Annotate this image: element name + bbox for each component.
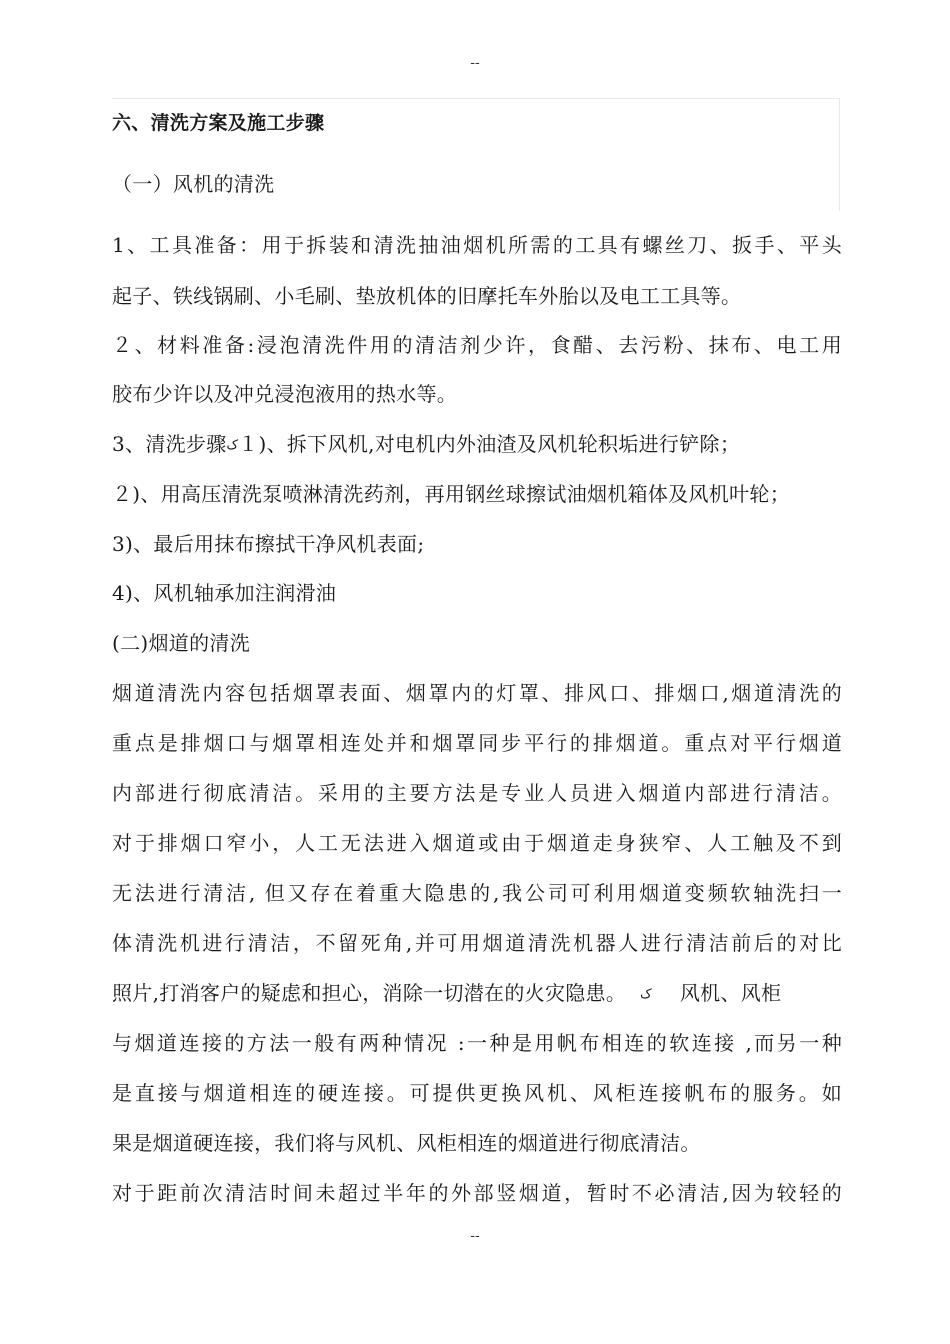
step-label: 3、清洗步骤 — [112, 432, 227, 456]
subsection-title-fan: （一）风机的清洗 — [112, 172, 275, 196]
paragraph-line: ２、材料准备:浸泡清洗件用的清洁剂少许，食醋、去污粉、抹布、电工用 — [112, 333, 842, 357]
paragraph-line: 与烟道连接的方法一般有两种情况 :一种是用帆布相连的软连接 ,而另一种 — [112, 1031, 842, 1055]
paragraph-line: 是直接与烟道相连的硬连接。可提供更换风机、风柜连接帆布的服务。如 — [112, 1081, 842, 1105]
paragraph-line: 体清洗机进行清洁，不留死角,并可用烟道清洗机器人进行清洁前后的对比 — [112, 931, 842, 955]
paragraph-line: 果是烟道硬连接，我们将与风机、风柜相连的烟道进行彻底清洁。 — [112, 1131, 701, 1155]
paragraph-line: 3)、最后用抹布擦拭干净风机表面; — [112, 532, 425, 556]
step-text: １)、拆下风机,对电机内外油渣及风机轮积垢进行铲除； — [238, 432, 741, 456]
paragraph-line: 胶布少许以及冲兑浸泡液用的热水等。 — [112, 382, 458, 406]
paragraph-line: ２)、用高压清洗泵喷淋清洗药剂，再用钢丝球擦试油烟机箱体及风机叶轮； — [112, 482, 791, 506]
paragraph-line: 对于距前次清洁时间未超过半年的外部竖烟道，暂时不必清洁,因为较轻的 — [112, 1181, 842, 1205]
subsection-title-duct: (二)烟道的清洗 — [112, 631, 251, 655]
paragraph-line: 烟道清洗内容包括烟罩表面、烟罩内的灯罩、排风口、排烟口,烟道清洗的 — [112, 681, 842, 705]
paragraph-line: 起子、铁线锅刷、小毛刷、垫放机体的旧摩托车外胎以及电工工具等。 — [112, 284, 742, 308]
paragraph-line: 对于排烟口窄小，人工无法进入烟道或由于烟道走身狭窄、人工触及不到 — [112, 831, 842, 855]
paragraph-line: 1、工具准备：用于拆装和清洗抽油烟机所需的工具有螺丝刀、扳手、平头 — [112, 233, 842, 257]
glyph-mark-icon: ک — [640, 986, 652, 1002]
page-bottom-marker: -- — [470, 1228, 480, 1244]
paragraph-line: 内部进行彻底清洁。采用的主要方法是专业人员进入烟道内部进行清洁。 — [112, 781, 842, 805]
glyph-mark-icon: ک — [226, 437, 239, 453]
section-title: 六、清洗方案及施工步骤 — [112, 112, 325, 134]
paragraph-line: 重点是排烟口与烟罩相连处并和烟罩同步平行的排烟道。重点对平行烟道 — [112, 731, 842, 755]
paragraph-line: 无法进行清洁, 但又存在着重大隐患的,我公司可利用烟道变频软轴洗扫一 — [112, 881, 842, 905]
paragraph-line: 4)、风机轴承加注润滑油 — [112, 581, 337, 605]
page-top-marker: -- — [470, 55, 480, 71]
line-text: 照片,打消客户的疑虑和担心，消除一切潜在的火灾隐患。 — [112, 981, 627, 1005]
paragraph-line — [112, 431, 842, 459]
paragraph-line — [112, 980, 842, 1008]
line-text: 风机、风柜 — [679, 981, 782, 1005]
